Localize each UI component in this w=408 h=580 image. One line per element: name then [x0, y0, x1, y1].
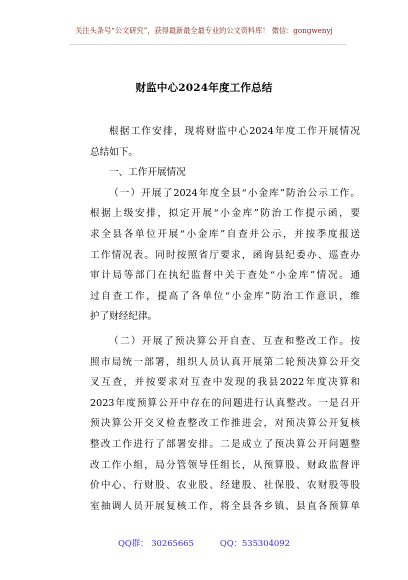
paragraph-line: 工作情况表。同时按照省厅要求，函询县纪委办、巡查办	[90, 249, 360, 261]
paragraph-line: 价中心、行财股、农业股、经建股、社保股、农财股等股	[90, 480, 360, 492]
footer-qq: QQ：535304092	[219, 538, 290, 548]
header-banner: 关注头条号“公文研究”，获得最新最全最专业的公文资料库！ 微信：gongwenyj	[75, 26, 333, 35]
paragraph-line: 室抽调人员开展复核工作，将全县各乡镇、县直各预算单	[90, 500, 360, 512]
paragraph-line: 根据上级安排，拟定开展“小金库”防治工作提示函，要	[90, 208, 360, 220]
paragraph-line: 审计局等部门在执纪监督中关于查处“小金库”情况。通	[90, 270, 360, 282]
subsection-heading-line: （一）开展了2024年度全县“小金库”防治公示工作。	[109, 187, 360, 199]
footer-qq-group: QQ群： 30265665	[118, 538, 194, 548]
paragraph-line: 总结如下。	[90, 146, 138, 158]
document-title: 财监中心2024年度工作总结	[135, 82, 273, 94]
section-heading: 一、工作开展情况	[109, 167, 186, 179]
paragraph-line: 求全县各单位开展“小金库”自查并公示，并按季度报送	[90, 228, 360, 240]
header-divider	[70, 44, 346, 45]
paragraph-line: 过自查工作，提高了各单位“小金库”防治工作意识，维	[90, 290, 360, 302]
paragraph-line: 整改工作进行了部署安排。二是成立了预决算公开问题整	[90, 438, 360, 450]
paragraph-line: 根据工作安排，现将财监中心2024年度工作开展情况	[109, 126, 360, 137]
paragraph-line: 护了财经纪律。	[90, 311, 158, 323]
paragraph-line: 改工作小组，局分管领导任组长，从预算股、财政监督评	[90, 459, 360, 471]
paragraph-line: 预决算公开交叉检查整改工作推进会，对预决算公开复核	[90, 418, 360, 430]
document-body	[90, 122, 360, 517]
footer-contact	[0, 537, 408, 549]
paragraph-line: 照市局统一部署，组织人员认真开展第二轮预决算公开交	[90, 356, 360, 368]
subsection-heading-line: （二）开展了预决算公开自查、互查和整改工作。按	[109, 335, 360, 347]
paragraph-line: 2023年度预算公开中存在的问题进行认真整改。一是召开	[90, 397, 360, 409]
paragraph-line: 叉互查，并按要求对互查中发现的我县2022年度决算和	[90, 377, 360, 389]
